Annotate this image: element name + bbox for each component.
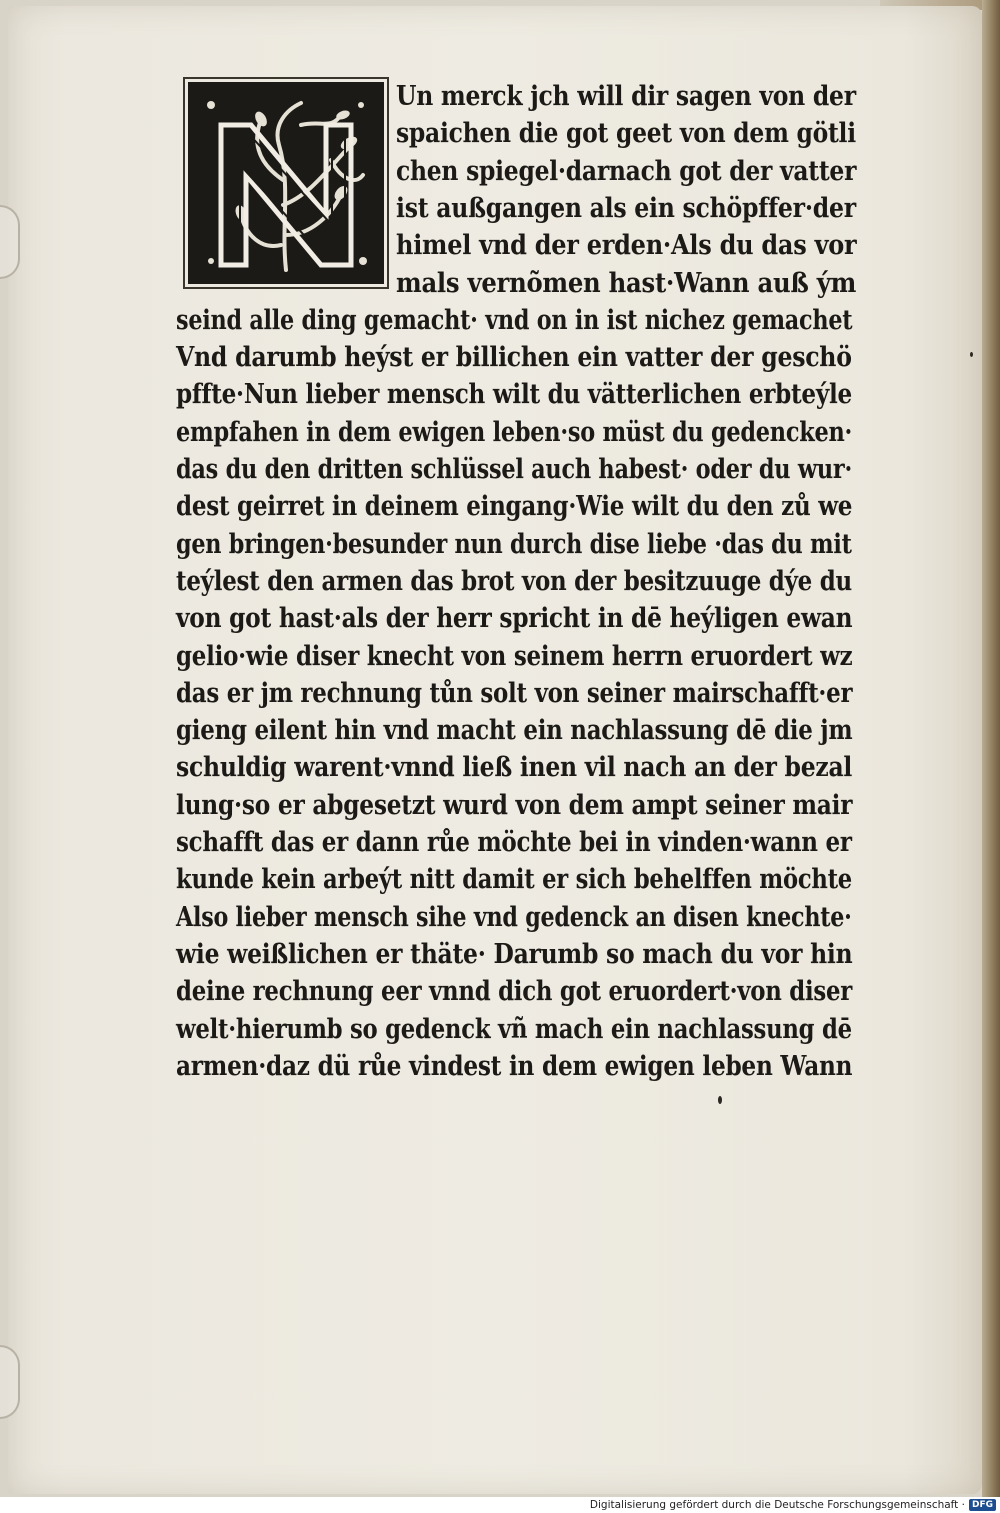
dfg-logo: DFG (969, 1499, 996, 1511)
footer-credit-text: Digitalisierung gefördert durch die Deutsche Forschungsgemeinschaft · (589, 1499, 965, 1511)
text-line: das er jm rechnung tůn solt von seiner mairschafft·er (176, 677, 853, 709)
text-line: empfahen in dem ewigen leben·so müst du gedencken· (176, 416, 853, 448)
text-line: seind alle ding gemacht· vnd on in ist nichez gemachet (176, 304, 853, 336)
text-line: schafft das er dann růe möchte bei in vinden·wann er (176, 827, 852, 858)
text-line: schuldig warent·vnnd ließ inen vil nach an der bezal (176, 752, 853, 784)
page-clip-bottom (0, 1345, 20, 1419)
text-line: mals vernõmen hast·Wann auß ým (396, 267, 857, 299)
text-line: gieng eilent hin vnd macht ein nachlassung dē die jm (176, 715, 853, 747)
text-line: Also lieber mensch sihe vnd gedenck an disen knechte· (176, 901, 852, 933)
text-line: chen spiegel·darnach got der vatter (396, 155, 857, 187)
text-line: himel vnd der erden·Als du das vor (396, 230, 857, 262)
text-line: deine rechnung eer vnnd dich got eruordert·von diser (176, 976, 853, 1008)
text-line: lung·so er abgesetzt wurd von dem ampt seiner mair (176, 789, 853, 821)
text-line: dest geirret in deinem eingang·Wie wilt du den zů we (176, 491, 853, 523)
text-line: welt·hierumb so gedenck vñ mach ein nachlassung dē (176, 1013, 852, 1045)
decorated-initial (188, 82, 384, 284)
footer-credit (0, 1497, 1000, 1513)
text-line: pffte·Nun lieber mensch wilt du vätterlichen erbteýle (176, 379, 852, 411)
ink-speck (970, 352, 973, 357)
text-line: gen bringen·besunder nun durch dise liebe ·das du mit (176, 528, 852, 560)
text-line: Vnd darumb heýst er billichen ein vatter der geschö (176, 342, 852, 374)
page-edge (982, 0, 1000, 1497)
text-line: von got hast·als der herr spricht in dē heýligen ewan (176, 603, 853, 635)
text-line: armen·daz dü růe vindest in dem ewigen leben Wann (176, 1050, 853, 1082)
text-line: gelio·wie diser knecht von seinem herrn eruordert wz (176, 640, 853, 672)
text-line: spaichen die got geet von dem götli (396, 118, 856, 150)
text-line: ist außgangen als ein schöpffer·der (396, 192, 856, 224)
text-line: teýlest den armen das brot von der besitzuuge dýe du (176, 565, 852, 597)
ink-speck (718, 1096, 722, 1104)
text-line: wie weißlichen er thäte· Darumb so mach du vor hin (176, 938, 853, 970)
ornamental-initial-image (191, 85, 381, 281)
text-line: kunde kein arbeýt nitt damit er sich behelffen möchte (176, 864, 852, 896)
page-clip-top (0, 205, 20, 279)
text-line: Un merck jch will dir sagen von der (396, 81, 856, 112)
text-line: das du den dritten schlüssel auch habest· oder du wur· (176, 454, 853, 485)
